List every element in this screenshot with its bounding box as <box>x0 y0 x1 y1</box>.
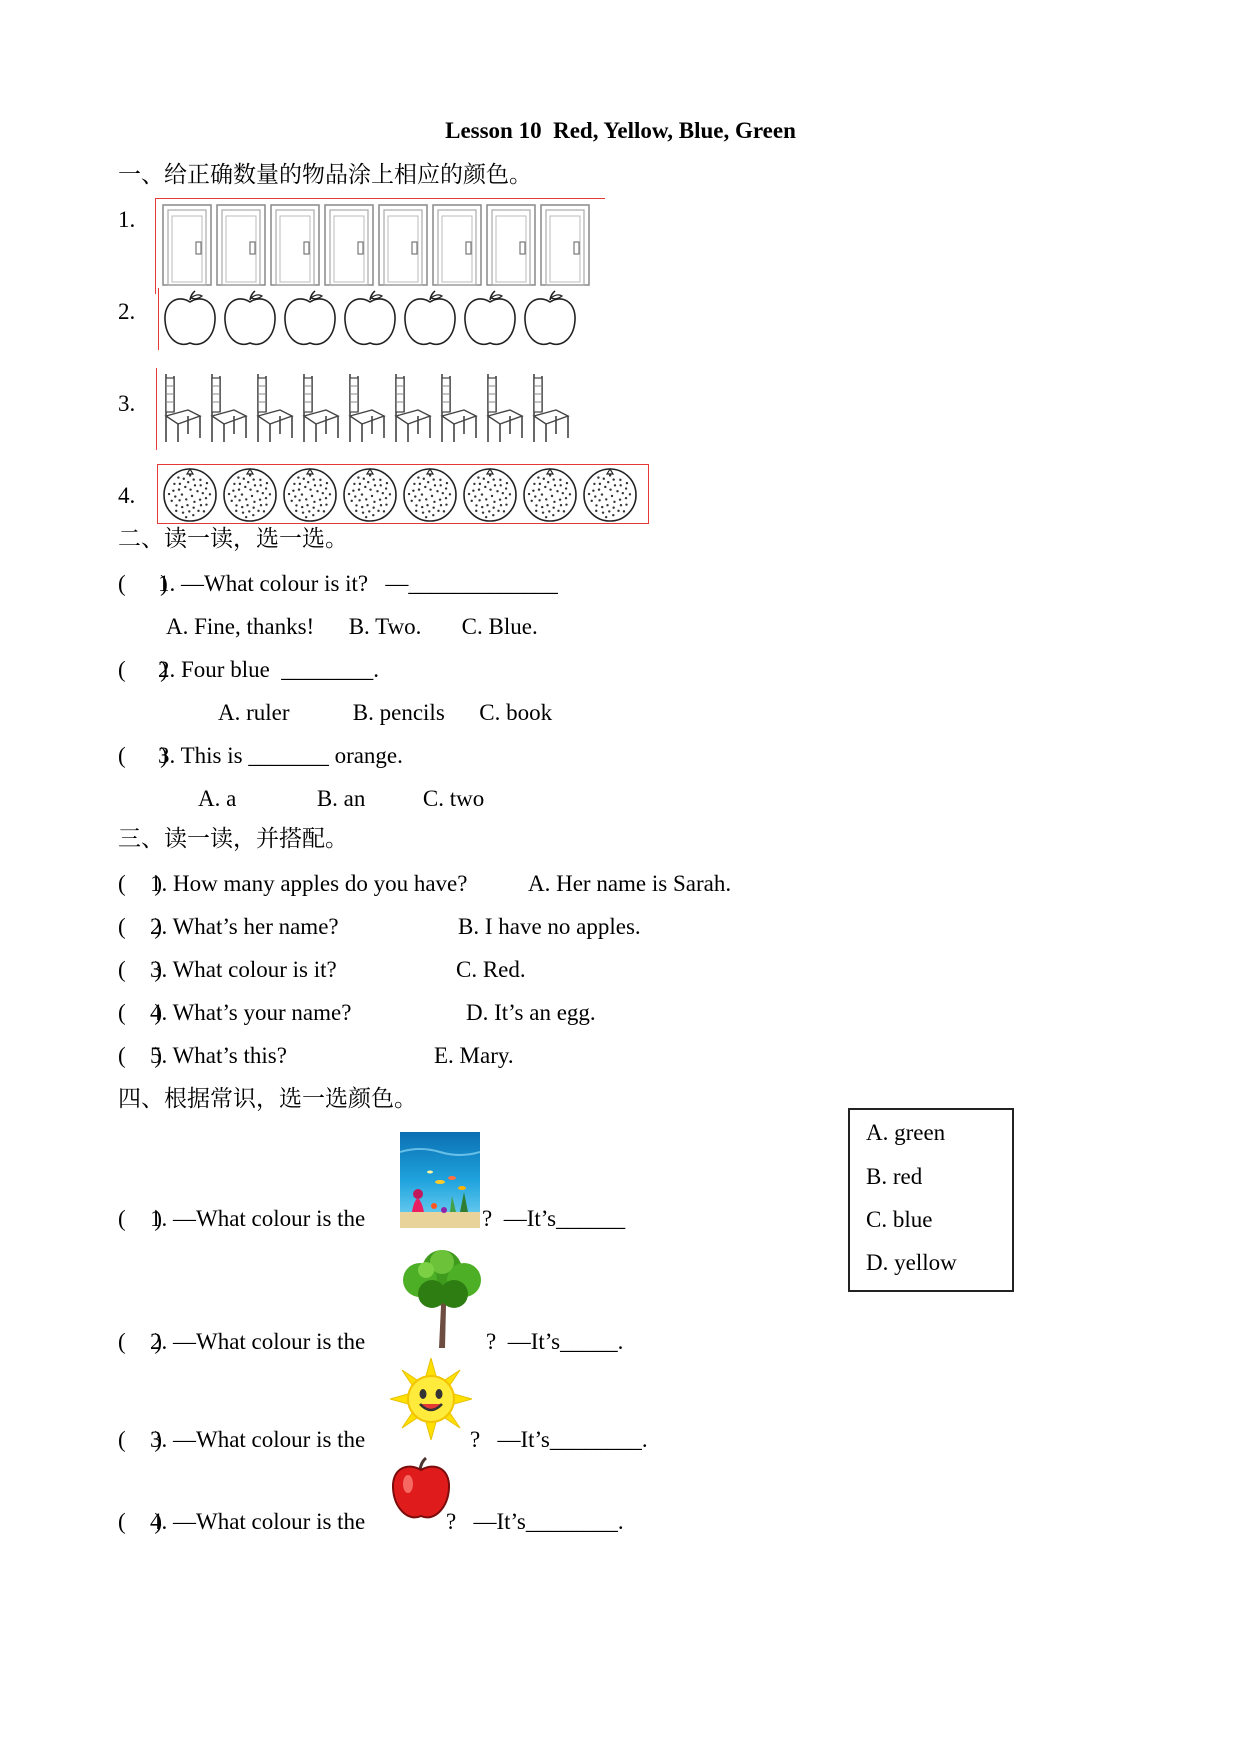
match-question: 2. What’s her name? <box>150 914 339 939</box>
chair-icon[interactable] <box>208 372 248 449</box>
orange-icon[interactable] <box>402 466 458 527</box>
question-options: A. a B. an C. two <box>198 786 485 811</box>
answer-paren[interactable]: ( ) <box>118 743 168 768</box>
question-options: A. Fine, thanks! B. Two. C. Blue. <box>166 614 538 639</box>
match-answer: A. Her name is Sarah. <box>528 871 732 896</box>
sea-icon <box>400 1132 480 1233</box>
orange-icon[interactable] <box>582 466 638 527</box>
match-answer: B. I have no apples. <box>458 914 641 939</box>
chair-row <box>162 372 576 449</box>
row-number: 2. <box>118 299 136 324</box>
match-question: 5. What’s this? <box>150 1043 287 1068</box>
row-number: 3. <box>118 391 136 416</box>
red-guide-line <box>155 198 605 199</box>
answer-paren[interactable]: ( ) <box>118 571 168 596</box>
answer-paren[interactable]: ( ) <box>118 1000 163 1025</box>
section3-heading: 三、读一读，并搭配。 <box>118 826 348 852</box>
page-title: Lesson 10 Red, Yellow, Blue, Green <box>445 118 796 143</box>
question-lead: 1. —What colour is the <box>150 1206 366 1231</box>
answer-paren[interactable]: ( ) <box>118 957 163 982</box>
question-text: 1. —What colour is it? —_____________ <box>158 571 558 596</box>
question-tail: ? —It’s_____. <box>486 1329 624 1354</box>
door-icon[interactable] <box>216 204 266 291</box>
apple-outline-icon[interactable] <box>162 290 218 353</box>
answer-paren[interactable]: ( ) <box>118 1509 163 1534</box>
apple-row <box>162 290 582 353</box>
apple-outline-icon[interactable] <box>522 290 578 353</box>
tree-icon <box>396 1244 488 1353</box>
row-number: 1. <box>118 207 136 232</box>
chair-icon[interactable] <box>300 372 340 449</box>
sun-icon <box>390 1358 472 1445</box>
match-answer: E. Mary. <box>434 1043 514 1068</box>
match-answer: C. Red. <box>456 957 526 982</box>
orange-icon[interactable] <box>522 466 578 527</box>
door-icon[interactable] <box>270 204 320 291</box>
chair-icon[interactable] <box>162 372 202 449</box>
chair-icon[interactable] <box>254 372 294 449</box>
apple-outline-icon[interactable] <box>462 290 518 353</box>
orange-icon[interactable] <box>282 466 338 527</box>
door-icon[interactable] <box>540 204 590 291</box>
color-option: C. blue <box>866 1207 933 1232</box>
orange-icon[interactable] <box>342 466 398 527</box>
orange-row <box>162 466 642 527</box>
door-icon[interactable] <box>162 204 212 291</box>
answer-paren[interactable]: ( ) <box>118 871 163 896</box>
answer-paren[interactable]: ( ) <box>118 1427 163 1452</box>
apple-outline-icon[interactable] <box>282 290 338 353</box>
red-apple-icon <box>390 1456 452 1527</box>
question-text: 3. This is _______ orange. <box>158 743 403 768</box>
color-option: A. green <box>866 1120 946 1145</box>
answer-paren[interactable]: ( ) <box>118 1329 163 1354</box>
question-tail: ? —It’s______ <box>482 1206 626 1231</box>
row-number: 4. <box>118 483 136 508</box>
question-lead: 2. —What colour is the <box>150 1329 366 1354</box>
color-options-box <box>848 1108 1014 1292</box>
red-guide-line <box>158 288 159 350</box>
door-icon[interactable] <box>486 204 536 291</box>
answer-paren[interactable]: ( ) <box>118 657 168 682</box>
color-option: B. red <box>866 1164 923 1189</box>
orange-icon[interactable] <box>222 466 278 527</box>
door-icon[interactable] <box>432 204 482 291</box>
apple-outline-icon[interactable] <box>402 290 458 353</box>
chair-icon[interactable] <box>438 372 478 449</box>
door-row <box>162 204 594 291</box>
door-icon[interactable] <box>324 204 374 291</box>
red-guide-line <box>156 368 157 450</box>
apple-outline-icon[interactable] <box>222 290 278 353</box>
match-question: 4. What’s your name? <box>150 1000 352 1025</box>
apple-outline-icon[interactable] <box>342 290 398 353</box>
question-tail: ? —It’s________. <box>446 1509 624 1534</box>
chair-icon[interactable] <box>346 372 386 449</box>
section4-heading: 四、根据常识，选一选颜色。 <box>118 1086 417 1112</box>
match-question: 3. What colour is it? <box>150 957 337 982</box>
door-icon[interactable] <box>378 204 428 291</box>
answer-paren[interactable]: ( ) <box>118 1043 163 1068</box>
orange-icon[interactable] <box>462 466 518 527</box>
question-lead: 4. —What colour is the <box>150 1509 366 1534</box>
color-option: D. yellow <box>866 1250 957 1275</box>
answer-paren[interactable]: ( ) <box>118 1206 163 1231</box>
chair-icon[interactable] <box>530 372 570 449</box>
question-lead: 3. —What colour is the <box>150 1427 366 1452</box>
section1-heading: 一、给正确数量的物品涂上相应的颜色。 <box>118 162 532 188</box>
question-options: A. ruler B. pencils C. book <box>218 700 553 725</box>
match-answer: D. It’s an egg. <box>466 1000 596 1025</box>
section2-heading: 二、读一读，选一选。 <box>118 526 348 552</box>
question-tail: ? —It’s________. <box>470 1427 648 1452</box>
question-text: 2. Four blue ________. <box>158 657 380 682</box>
red-guide-line <box>155 198 156 294</box>
answer-paren[interactable]: ( ) <box>118 914 163 939</box>
chair-icon[interactable] <box>392 372 432 449</box>
chair-icon[interactable] <box>484 372 524 449</box>
orange-icon[interactable] <box>162 466 218 527</box>
match-question: 1. How many apples do you have? <box>150 871 468 896</box>
